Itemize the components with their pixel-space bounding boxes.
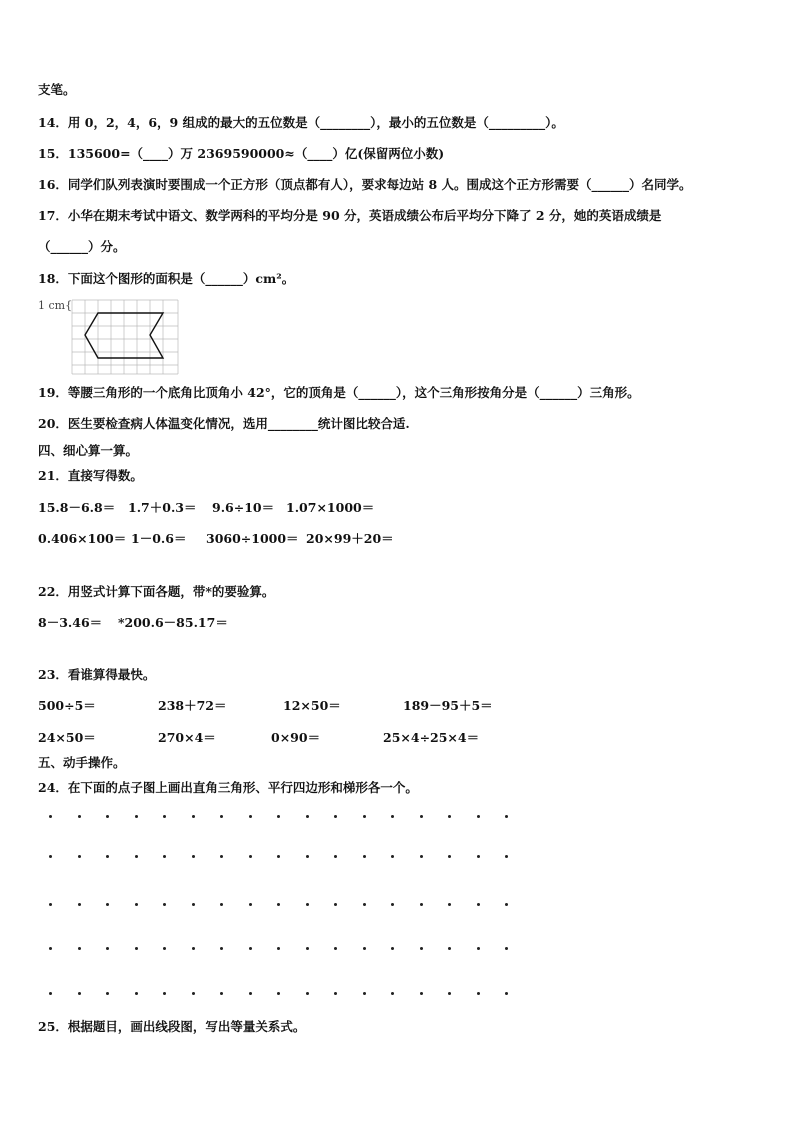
question-15: 15．135600=（____）万 2369590000≈（____）亿(保留两位小数) (38, 146, 445, 161)
grid-dot (505, 903, 508, 906)
grid-dot (106, 855, 109, 858)
grid-dot (163, 855, 166, 858)
grid-dot (505, 815, 508, 818)
grid-dot (163, 992, 166, 995)
grid-dot (505, 992, 508, 995)
q22-item: *200.6－85.17＝ (118, 615, 228, 630)
grid-dot (334, 992, 337, 995)
grid-dot (448, 855, 451, 858)
grid-dot (363, 947, 366, 950)
question-19: 19．等腰三角形的一个底角比顶角小 42°，它的顶角是（______），这个三角形按角分是（______）三角形。 (38, 385, 640, 400)
grid-dot (277, 855, 280, 858)
grid-dot (391, 947, 394, 950)
grid-dot (135, 815, 138, 818)
q21-item: 1.07×1000＝ (286, 500, 375, 515)
question-24: 24．在下面的点子图上画出直角三角形、平行四边形和梯形各一个。 (38, 780, 418, 795)
question-23: 23．看谁算得最快。 (38, 667, 156, 682)
grid-dot (334, 947, 337, 950)
grid-dot (49, 992, 52, 995)
q23-item: 25×4÷25×4＝ (383, 730, 480, 745)
grid-dot (163, 903, 166, 906)
grid-dot (363, 992, 366, 995)
grid-dot (192, 815, 195, 818)
question-16: 16．同学们队列表演时要围成一个正方形（顶点都有人），要求每边站 8 人。围成这个正方形需要（______）名同学。 (38, 177, 692, 192)
grid-dot (220, 903, 223, 906)
grid-dot (163, 815, 166, 818)
grid-dot (448, 903, 451, 906)
q21-item: 1－0.6＝ (131, 531, 187, 546)
grid-dot (49, 815, 52, 818)
grid-dot (78, 855, 81, 858)
grid-dot (277, 903, 280, 906)
grid-dot (106, 815, 109, 818)
section-5-heading: 五、动手操作。 (38, 755, 126, 770)
grid-dot (135, 855, 138, 858)
grid-dot (448, 815, 451, 818)
q23-item: 189－95＋5＝ (403, 698, 493, 713)
grid-dot (277, 992, 280, 995)
grid-dot (334, 903, 337, 906)
q23-item: 500÷5＝ (38, 698, 96, 713)
grid-dot (192, 992, 195, 995)
grid-dot (135, 903, 138, 906)
q21-item: 9.6÷10＝ (212, 500, 275, 515)
q23-item: 238＋72＝ (158, 698, 227, 713)
grid-dot (220, 992, 223, 995)
grid-dot (78, 992, 81, 995)
grid-dot (49, 947, 52, 950)
grid-dot (163, 947, 166, 950)
grid-dot (78, 815, 81, 818)
q21-item: 1.7＋0.3＝ (128, 500, 197, 515)
grid-dot (135, 947, 138, 950)
grid-dot (135, 992, 138, 995)
grid-dot (106, 992, 109, 995)
grid-dot (448, 947, 451, 950)
grid-dot (49, 903, 52, 906)
grid-dot (477, 855, 480, 858)
grid-dot (192, 903, 195, 906)
grid-dot (277, 815, 280, 818)
grid-dot (477, 947, 480, 950)
grid-dot (249, 992, 252, 995)
grid-dot (106, 947, 109, 950)
grid-dot (220, 947, 223, 950)
grid-dot (306, 992, 309, 995)
grid-dot (363, 903, 366, 906)
grid-dot (220, 855, 223, 858)
grid-dot (192, 947, 195, 950)
grid-dot (420, 855, 423, 858)
grid-dot (391, 855, 394, 858)
q23-item: 24×50＝ (38, 730, 96, 745)
grid-dot (505, 855, 508, 858)
grid-dot (306, 855, 309, 858)
grid-dot (106, 903, 109, 906)
question-14: 14．用 0，2，4，6，9 组成的最大的五位数是（________），最小的五位数是（_________）。 (38, 115, 564, 130)
grid-dot (306, 815, 309, 818)
question-17-line2: （______）分。 (38, 239, 126, 254)
q23-item: 0×90＝ (271, 730, 321, 745)
grid-dot (334, 855, 337, 858)
grid-dot (420, 992, 423, 995)
grid-dot (391, 903, 394, 906)
grid-dot (363, 815, 366, 818)
grid-dot (277, 947, 280, 950)
grid-dot (249, 903, 252, 906)
grid-dot (420, 815, 423, 818)
grid-dot (448, 992, 451, 995)
grid-dot (391, 815, 394, 818)
grid-dot (477, 903, 480, 906)
question-22: 22．用竖式计算下面各题，带*的要验算。 (38, 584, 275, 599)
q21-item: 20×99＋20＝ (306, 531, 394, 546)
grid-dot (505, 947, 508, 950)
grid-dot (49, 855, 52, 858)
text-continued: 支笔。 (38, 82, 76, 97)
grid-dot (391, 992, 394, 995)
question-18: 18．下面这个图形的面积是（______）cm²。 (38, 271, 295, 286)
q21-item: 0.406×100＝ (38, 531, 127, 546)
question-25: 25．根据题目，画出线段图，写出等量关系式。 (38, 1019, 306, 1034)
scale-label: 1 cm{ (38, 299, 73, 312)
section-4-heading: 四、细心算一算。 (38, 443, 139, 458)
grid-dot (420, 947, 423, 950)
grid-dot (249, 855, 252, 858)
q21-item: 15.8－6.8＝ (38, 500, 116, 515)
grid-dot (192, 855, 195, 858)
grid-dot (477, 815, 480, 818)
grid-dot (477, 992, 480, 995)
q23-item: 270×4＝ (158, 730, 216, 745)
question-21: 21．直接写得数。 (38, 468, 143, 483)
question-20: 20．医生要检查病人体温变化情况，选用________统计图比较合适. (38, 416, 410, 431)
grid-dot (78, 903, 81, 906)
grid-dot (306, 903, 309, 906)
q23-item: 12×50＝ (283, 698, 341, 713)
grid-dot (420, 903, 423, 906)
question-17-line1: 17．小华在期末考试中语文、数学两科的平均分是 90 分，英语成绩公布后平均分下降了 2 分，她的英语成绩是 (38, 208, 662, 223)
q22-item: 8－3.46＝ (38, 615, 103, 630)
grid-dot (249, 815, 252, 818)
q21-item: 3060÷1000＝ (206, 531, 299, 546)
grid-dot (78, 947, 81, 950)
grid-dot (220, 815, 223, 818)
grid-dot (363, 855, 366, 858)
grid-dot (306, 947, 309, 950)
grid-dot (249, 947, 252, 950)
grid-dot (334, 815, 337, 818)
